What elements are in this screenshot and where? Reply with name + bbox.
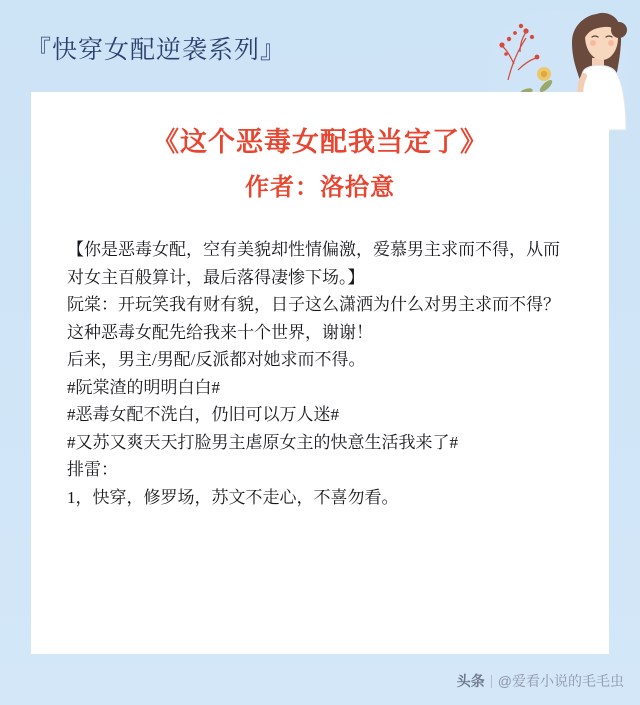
synopsis-body — [31, 202, 609, 511]
warning-label: 排雷： — [67, 460, 118, 480]
tag-line: #阮棠渣的明明白白# — [67, 377, 220, 397]
warning-item: 1，快穿，修罗场，苏文不走心，不喜勿看。 — [67, 487, 399, 507]
content-card — [31, 92, 609, 654]
synopsis-paragraph: 【你是恶毒女配，空有美貌却性情偏激，爱慕男主求而不得，从而对女主百般算计，最后落得凄惨下场。】 — [67, 240, 560, 287]
tag-line: #又苏又爽天天打脸男主虐原女主的快意生活我来了# — [67, 432, 458, 452]
tag-line: #恶毒女配不洗白，仍旧可以万人迷# — [67, 405, 339, 425]
book-title: 《这个恶毒女配我当定了》 — [152, 127, 488, 157]
series-title: 『快穿女配逆袭系列』 — [26, 37, 287, 64]
author-line: 作者：洛拾意 — [245, 175, 395, 201]
synopsis-paragraph: 阮棠：开玩笑我有财有貌，日子这么潇洒为什么对男主求而不得？这种恶毒女配先给我来十个世界，谢谢！ — [67, 295, 560, 342]
synopsis-paragraph: 后来，男主/男配/反派都对她求而不得。 — [67, 350, 366, 370]
footer-account: @爱看小说的毛毛虫 — [497, 673, 624, 689]
footer-divider — [491, 675, 492, 688]
toutiao-logo: 头条 — [456, 673, 485, 689]
footer-watermark — [457, 671, 624, 691]
